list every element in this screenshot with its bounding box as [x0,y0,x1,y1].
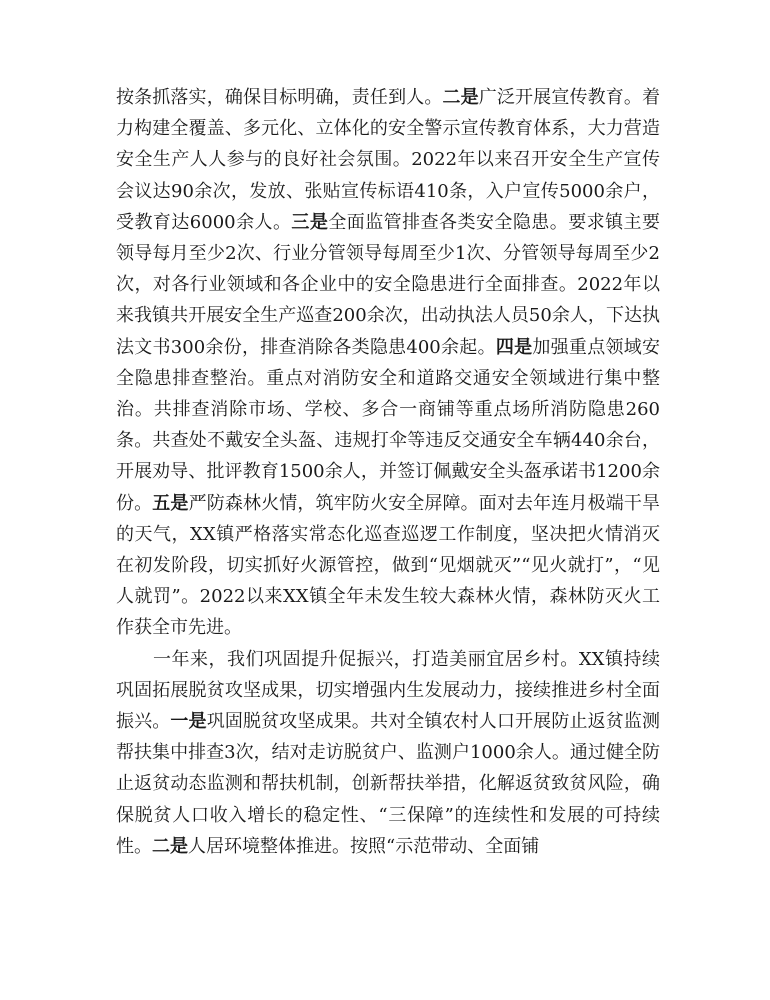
text-run: 加强重点领域安全隐患排查整治。重点对消防安全和道路交通安全领域进行集中整治。共排查消除市场、学校、多合一商铺等重点场所消防隐患260条。共查处不戴安全头盔、违规打伞等违反交通安全车辆440余台，开展劝导、批评教育1500余人，并签订佩戴安全头盔承诺书1200余份。 [116,336,661,514]
text-run: 人居环境整体推进。按照“示范带动、全面铺 [188,835,540,857]
bold-heading-run: 一是 [170,711,207,733]
text-run: 一年来，我们巩固提升促振兴，打造美丽宜居乡村。XX镇持续巩固拓展脱贫攻坚成果，切实增强内生发展动力，接续推进乡村全面振兴。 [116,648,660,733]
bold-heading-run: 四是 [495,336,533,358]
text-run: 按条抓落实，确保目标明确，责任到人。 [116,87,443,108]
paragraph-safety [116,82,660,644]
document-page [116,82,660,862]
bold-heading-run: 二是 [152,835,188,857]
text-run: 巩固脱贫攻坚成果。共对全镇农村人口开展防止返贫监测帮扶集中排查3次，结对走访脱贫户、监测户1000余人。通过健全防止返贫动态监测和帮扶机制，创新帮扶举措，化解返贫致贫风险，确保脱贫人口收入增长的稳定性、“三保障”的连续性和发展的可持续性。 [116,711,661,857]
bold-heading-run: 三是 [291,211,329,233]
text-run: 广泛开展宣传教育。着力构建全覆盖、多元化、立体化的安全警示宣传教育体系，大力营造安全生产人人参与的良好社会氛围。2022年以来召开安全生产宣传会议达90余次，发放、张贴宣传标语410条，入户宣传5000余户，受教育达6000余人。 [116,87,661,233]
text-run: 严防森林火情，筑牢防火安全屏障。面对去年连月极端干旱的天气，XX镇严格落实常态化巡查巡逻工作制度，坚决把火情消灭在初发阶段，切实抓好火源管控，做到“见烟就灭”“见火就打”，“见人就罚”。2022以来XX镇全年未发生较大森林火情，森林防灭火工作获全市先进。 [116,492,661,639]
bold-heading-run: 五是 [152,492,189,514]
bold-heading-run: 二是 [442,87,479,108]
paragraph-revitalization [116,644,660,862]
text-run: 全面监管排查各类安全隐患。要求镇主要领导每月至少2次、行业分管领导每周至少1次、分管领导每周至少2次，对各行业领域和各企业中的安全隐患进行全面排查。2022年以来我镇共开展安全生产巡查200余次，出动执法人员50余人，下达执法文书300余份，排查消除各类隐患400余起。 [116,211,660,358]
